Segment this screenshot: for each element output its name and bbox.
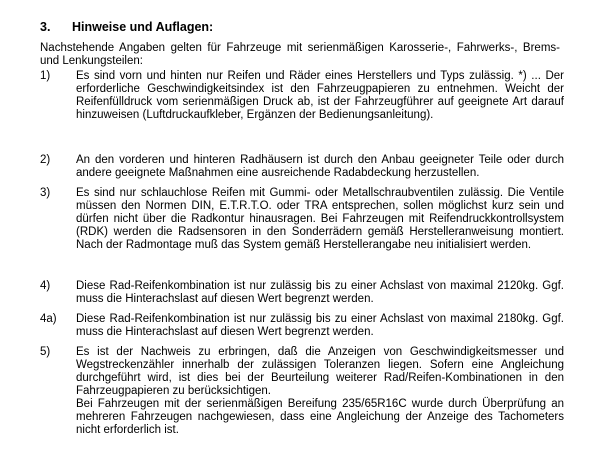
item-text: An den vorderen und hinteren Radhäusern ist durch den Anbau geeigneter Teile oder durch andere geeignete Maßnahmen eine ausreichende Radabdeckung herzustellen. bbox=[76, 154, 564, 179]
list-item-4 bbox=[40, 280, 564, 306]
item-text: Es sind vorn und hinten nur Reifen und Räder eines Herstellers und Typs zulässig. *) ... Der erforderliche Geschwindigkeitsindex ist den Fahrzeugpapieren zu entnehmen. Weicht der Reifenfülldruck vom serienmäßigen Druck ab, ist der Fahrzeugführer auf geeignete Art darauf hinzuweisen (Luftdruckaufkleber, Ergänzen der Bedienungsanleitung). bbox=[76, 70, 564, 121]
item-text bbox=[76, 346, 564, 437]
item-number: 4) bbox=[40, 280, 51, 292]
intro-paragraph: Nachstehende Angaben gelten für Fahrzeuge mit serienmäßigen Karosserie-, Fahrwerks-, Brems- und Lenkungsteilen: bbox=[40, 42, 560, 67]
item-paragraph: Es ist der Nachweis zu erbringen, daß die Anzeigen von Geschwindigkeitsmesser und Wegstreckenzähler innerhalb der zulässigen Toleranzen liegen. Sofern eine Angleichung durchgeführt wird, ist dies bei der Beurteilung weiterer Rad/Reifen-Kombinationen in den Fahrzeugpapieren zu berücksichtigen. bbox=[76, 346, 564, 397]
item-number: 3) bbox=[40, 187, 51, 199]
list-item-3 bbox=[40, 187, 564, 252]
section-heading bbox=[40, 20, 213, 34]
item-paragraph: Bei Fahrzeugen mit der serienmäßigen Bereifung 235/65R16C wurde durch Überprüfung an mehreren Fahrzeugen nachgewiesen, dass eine Angleichung der Anzeige des Tachometers nicht erforderlich ist. bbox=[76, 398, 564, 436]
list-item-4a bbox=[40, 313, 564, 339]
list-item-5 bbox=[40, 346, 564, 437]
list-item-2 bbox=[40, 154, 564, 180]
item-text: Diese Rad-Reifenkombination ist nur zulässig bis zu einer Achslast von maximal 2120kg. Ggf. muss die Hinterachslast auf diesen Wert begrenzt werden. bbox=[76, 280, 564, 305]
list-item-1 bbox=[40, 70, 564, 122]
item-text: Diese Rad-Reifenkombination ist nur zulässig bis zu einer Achslast von maximal 2180kg. Ggf. muss die Hinterachslast auf diesen Wert begrenzt werden. bbox=[76, 313, 564, 338]
section-number: 3. bbox=[40, 20, 51, 34]
item-number: 5) bbox=[40, 346, 51, 358]
section-title: Hinweise und Auflagen: bbox=[72, 20, 214, 34]
item-number: 2) bbox=[40, 154, 51, 166]
item-number: 4a) bbox=[40, 313, 57, 325]
item-number: 1) bbox=[40, 70, 51, 82]
item-text: Es sind nur schlauchlose Reifen mit Gummi- oder Metallschraubventilen zulässig. Die Ventile müssen den Normen DIN, E.T.R.T.O. oder TRA entsprechen, sollen möglichst kurz sein und dürfen nicht über die Radkontur hinausragen. Bei Fahrzeugen mit Reifendruckkontrollsystem (RDK) werden die Radsensoren in den Sonderrädern gemäß Herstelleranweisung montiert. Nach der Radmontage muß das System gemäß Herstellerangabe neu initialisiert werden. bbox=[76, 187, 564, 251]
